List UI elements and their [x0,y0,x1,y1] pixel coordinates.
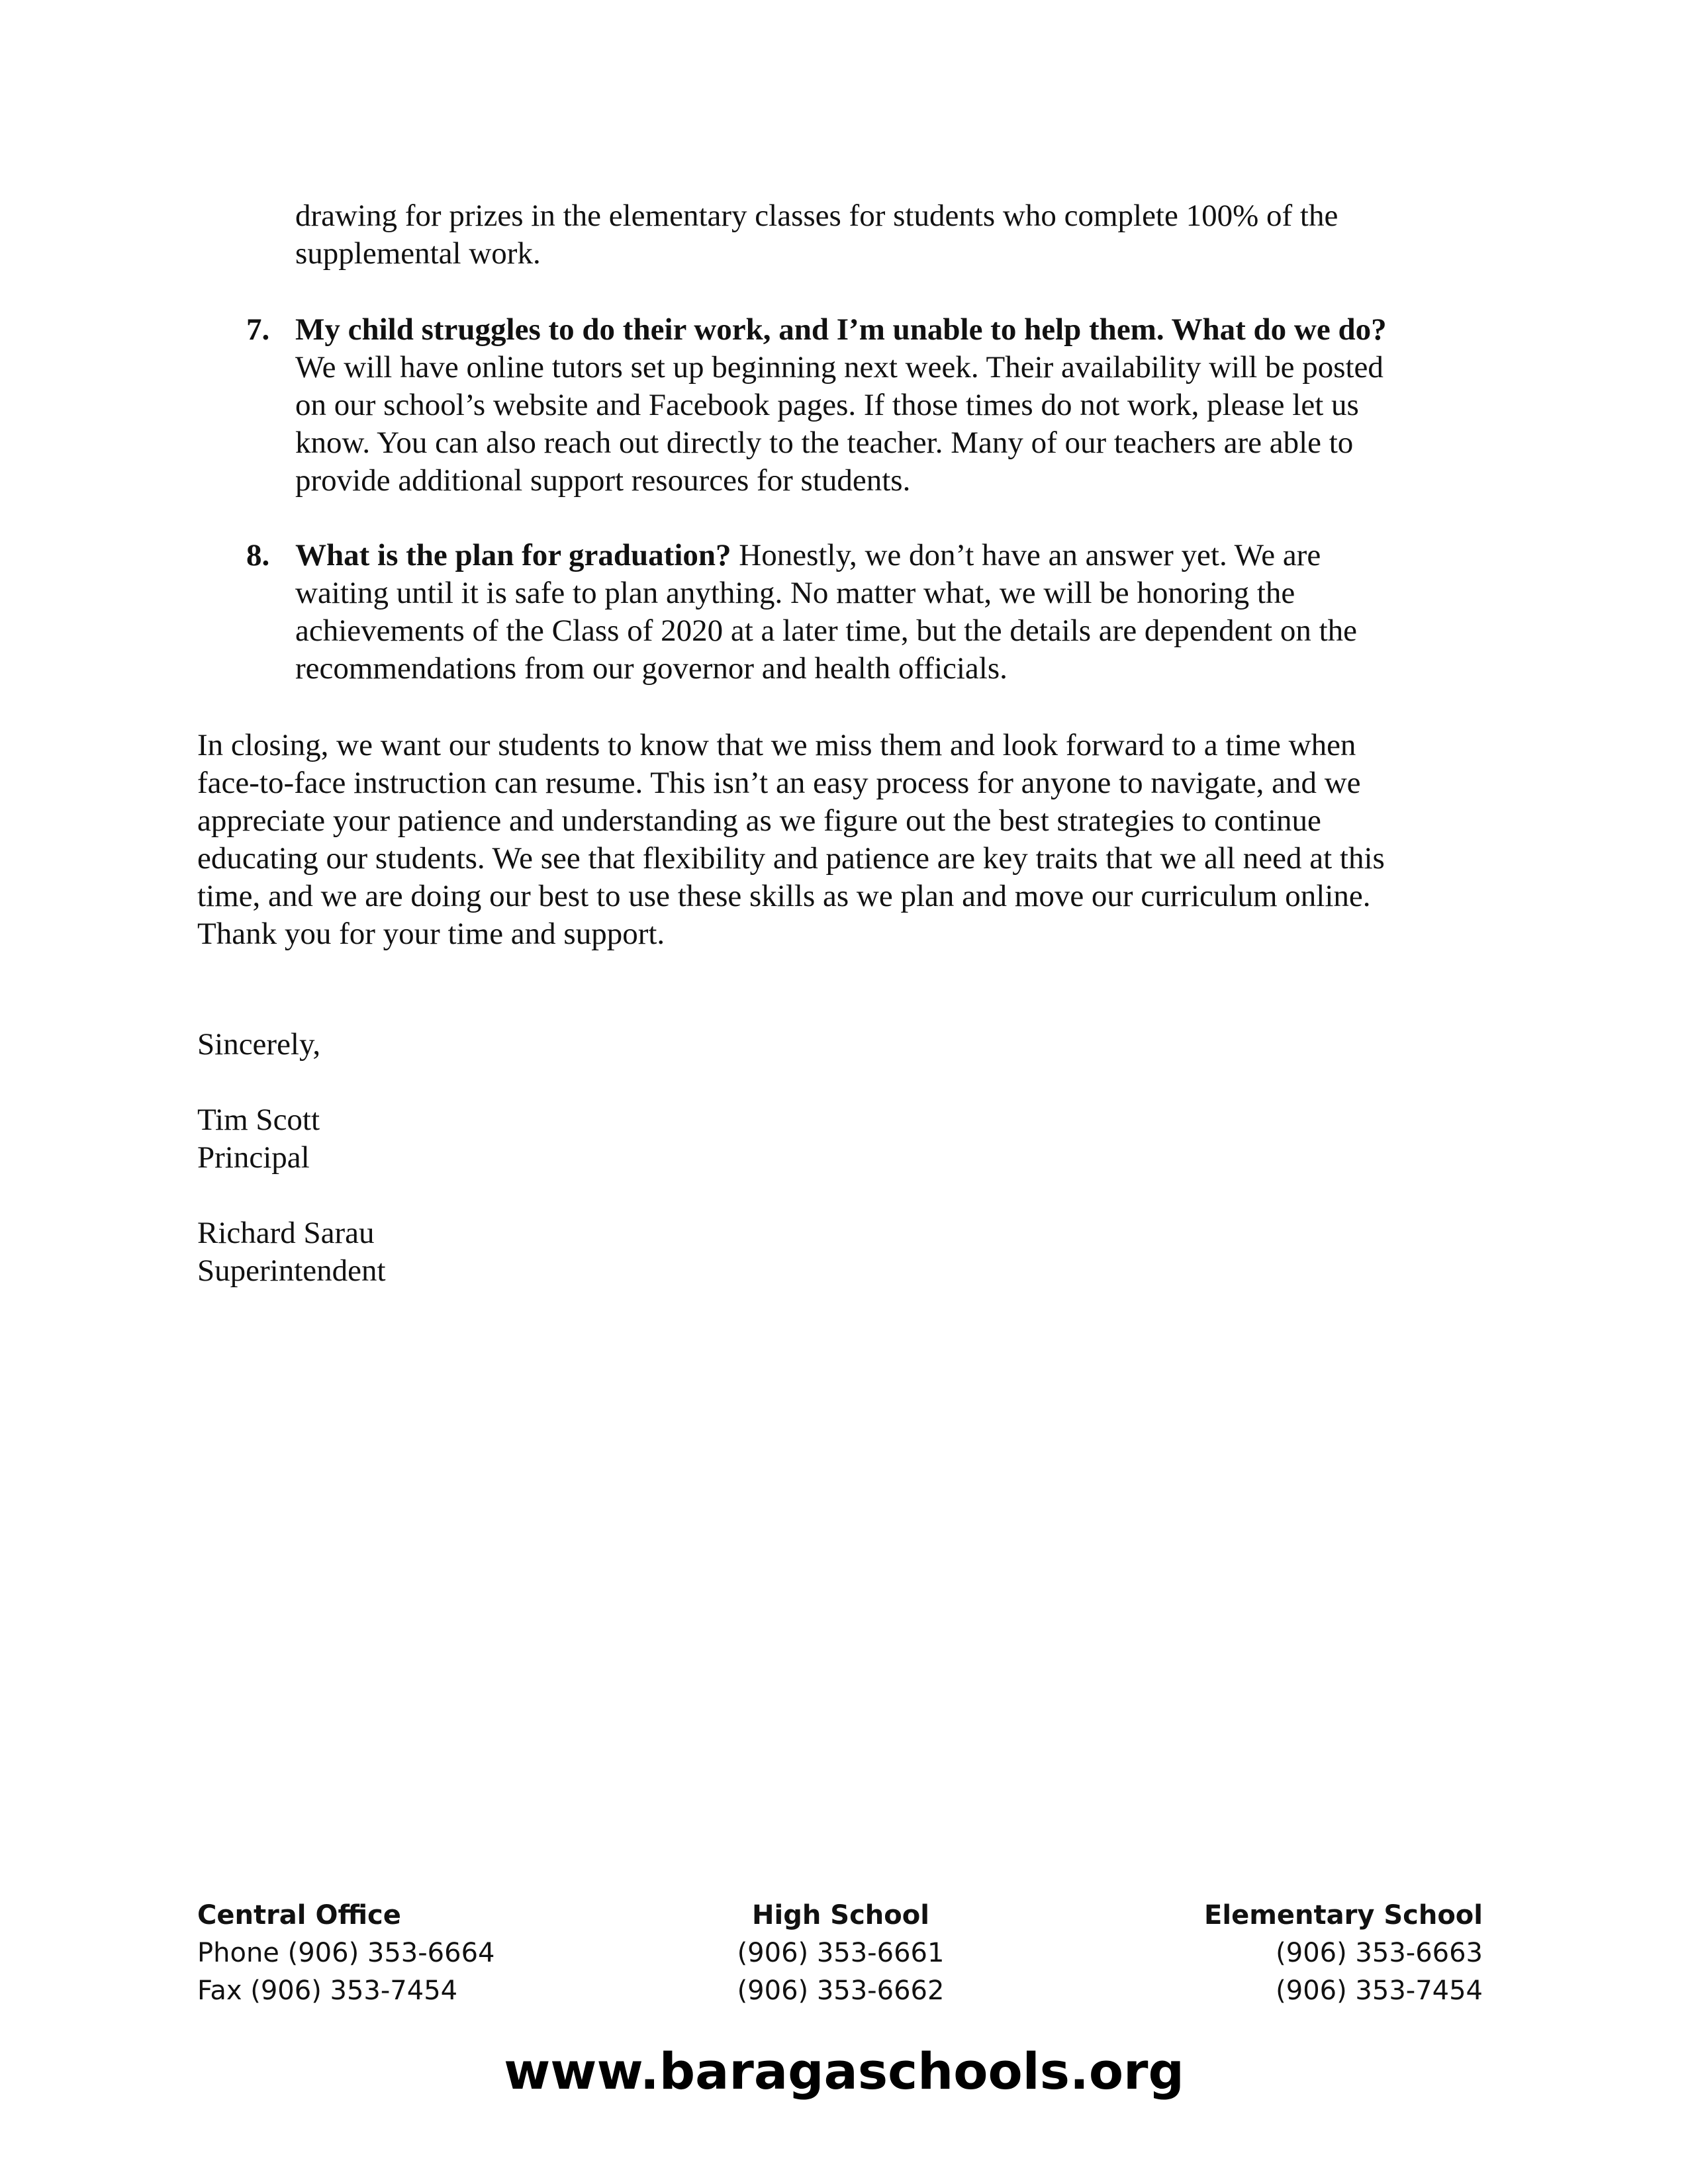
valediction: Sincerely, [197,1027,321,1062]
faq-item-8 [246,537,1491,688]
faq-answer-line: know. You can also reach out directly to the teacher. Many of our teachers are able to [295,426,1354,460]
closing-line: appreciate your patience and understanding as we figure out the best strategies to continue [197,803,1321,838]
footer-fax: (906) 353-7454 [1276,1976,1483,2006]
website-url: www.baragaschools.org [504,2042,1184,2101]
footer-phone: Phone (906) 353-6664 [197,1938,495,1968]
closing-line: educating our students. We see that flexibility and patience are key traits that we all need at this [197,841,1385,876]
faq-answer-start: Honestly, we don’t have an answer yet. We are [731,538,1321,572]
footer-phone: (906) 353-6662 [737,1976,945,2006]
faq-answer-line: waiting until it is safe to plan anything. No matter what, we will be honoring the [295,576,1295,610]
faq-question: What is the plan for graduation? [295,538,731,572]
faq-first-line [295,537,1487,574]
continuation-line: supplemental work. [295,236,541,271]
footer-fax: Fax (906) 353-7454 [197,1976,458,2006]
faq-answer-line: recommendations from our governor and health officials. [295,651,1008,686]
continuation-paragraph [295,197,1480,273]
faq-answer-line: achievements of the Class of 2020 at a later time, but the details are dependent on the [295,614,1357,648]
faq-item-7 [246,311,1491,500]
closing-line: In closing, we want our students to know that we miss them and look forward to a time when [197,728,1356,762]
footer-phone: (906) 353-6661 [737,1938,945,1968]
faq-answer-line: on our school’s website and Facebook pages. If those times do not work, please let us [295,388,1359,422]
faq-question: My child struggles to do their work, and I’m unable to help them. What do we do? [295,312,1387,347]
footer-heading: Elementary School [1204,1900,1483,1931]
closing-line: Thank you for your time and support. [197,917,665,951]
footer-heading: High School [752,1900,929,1931]
signer-name: Richard Sarau [197,1216,375,1250]
closing-line: time, and we are doing our best to use these skills as we plan and move our curriculum online. [197,879,1371,913]
signer-title: Principal [197,1140,310,1175]
faq-answer-line: provide additional support resources for students. [295,463,911,498]
faq-body [295,311,1487,500]
signer-title: Superintendent [197,1253,386,1288]
faq-number: 8. [246,538,270,572]
footer-central-office [197,1897,494,2010]
footer-heading: Central Office [197,1900,401,1931]
continuation-line: drawing for prizes in the elementary classes for students who complete 100% of the [295,199,1338,233]
faq-body [295,537,1487,688]
signer-superintendent [197,1214,386,1290]
faq-number: 7. [246,312,270,347]
signer-principal [197,1101,320,1177]
footer-phone: (906) 353-6663 [1276,1938,1483,1968]
closing-paragraph [197,727,1481,953]
faq-answer-line: We will have online tutors set up beginning next week. Their availability will be posted [295,350,1383,385]
signer-name: Tim Scott [197,1103,320,1137]
footer-elementary-school [1178,1897,1483,2010]
footer-high-school [702,1897,980,2010]
closing-line: face-to-face instruction can resume. This isn’t an easy process for anyone to navigate, and we [197,766,1361,800]
